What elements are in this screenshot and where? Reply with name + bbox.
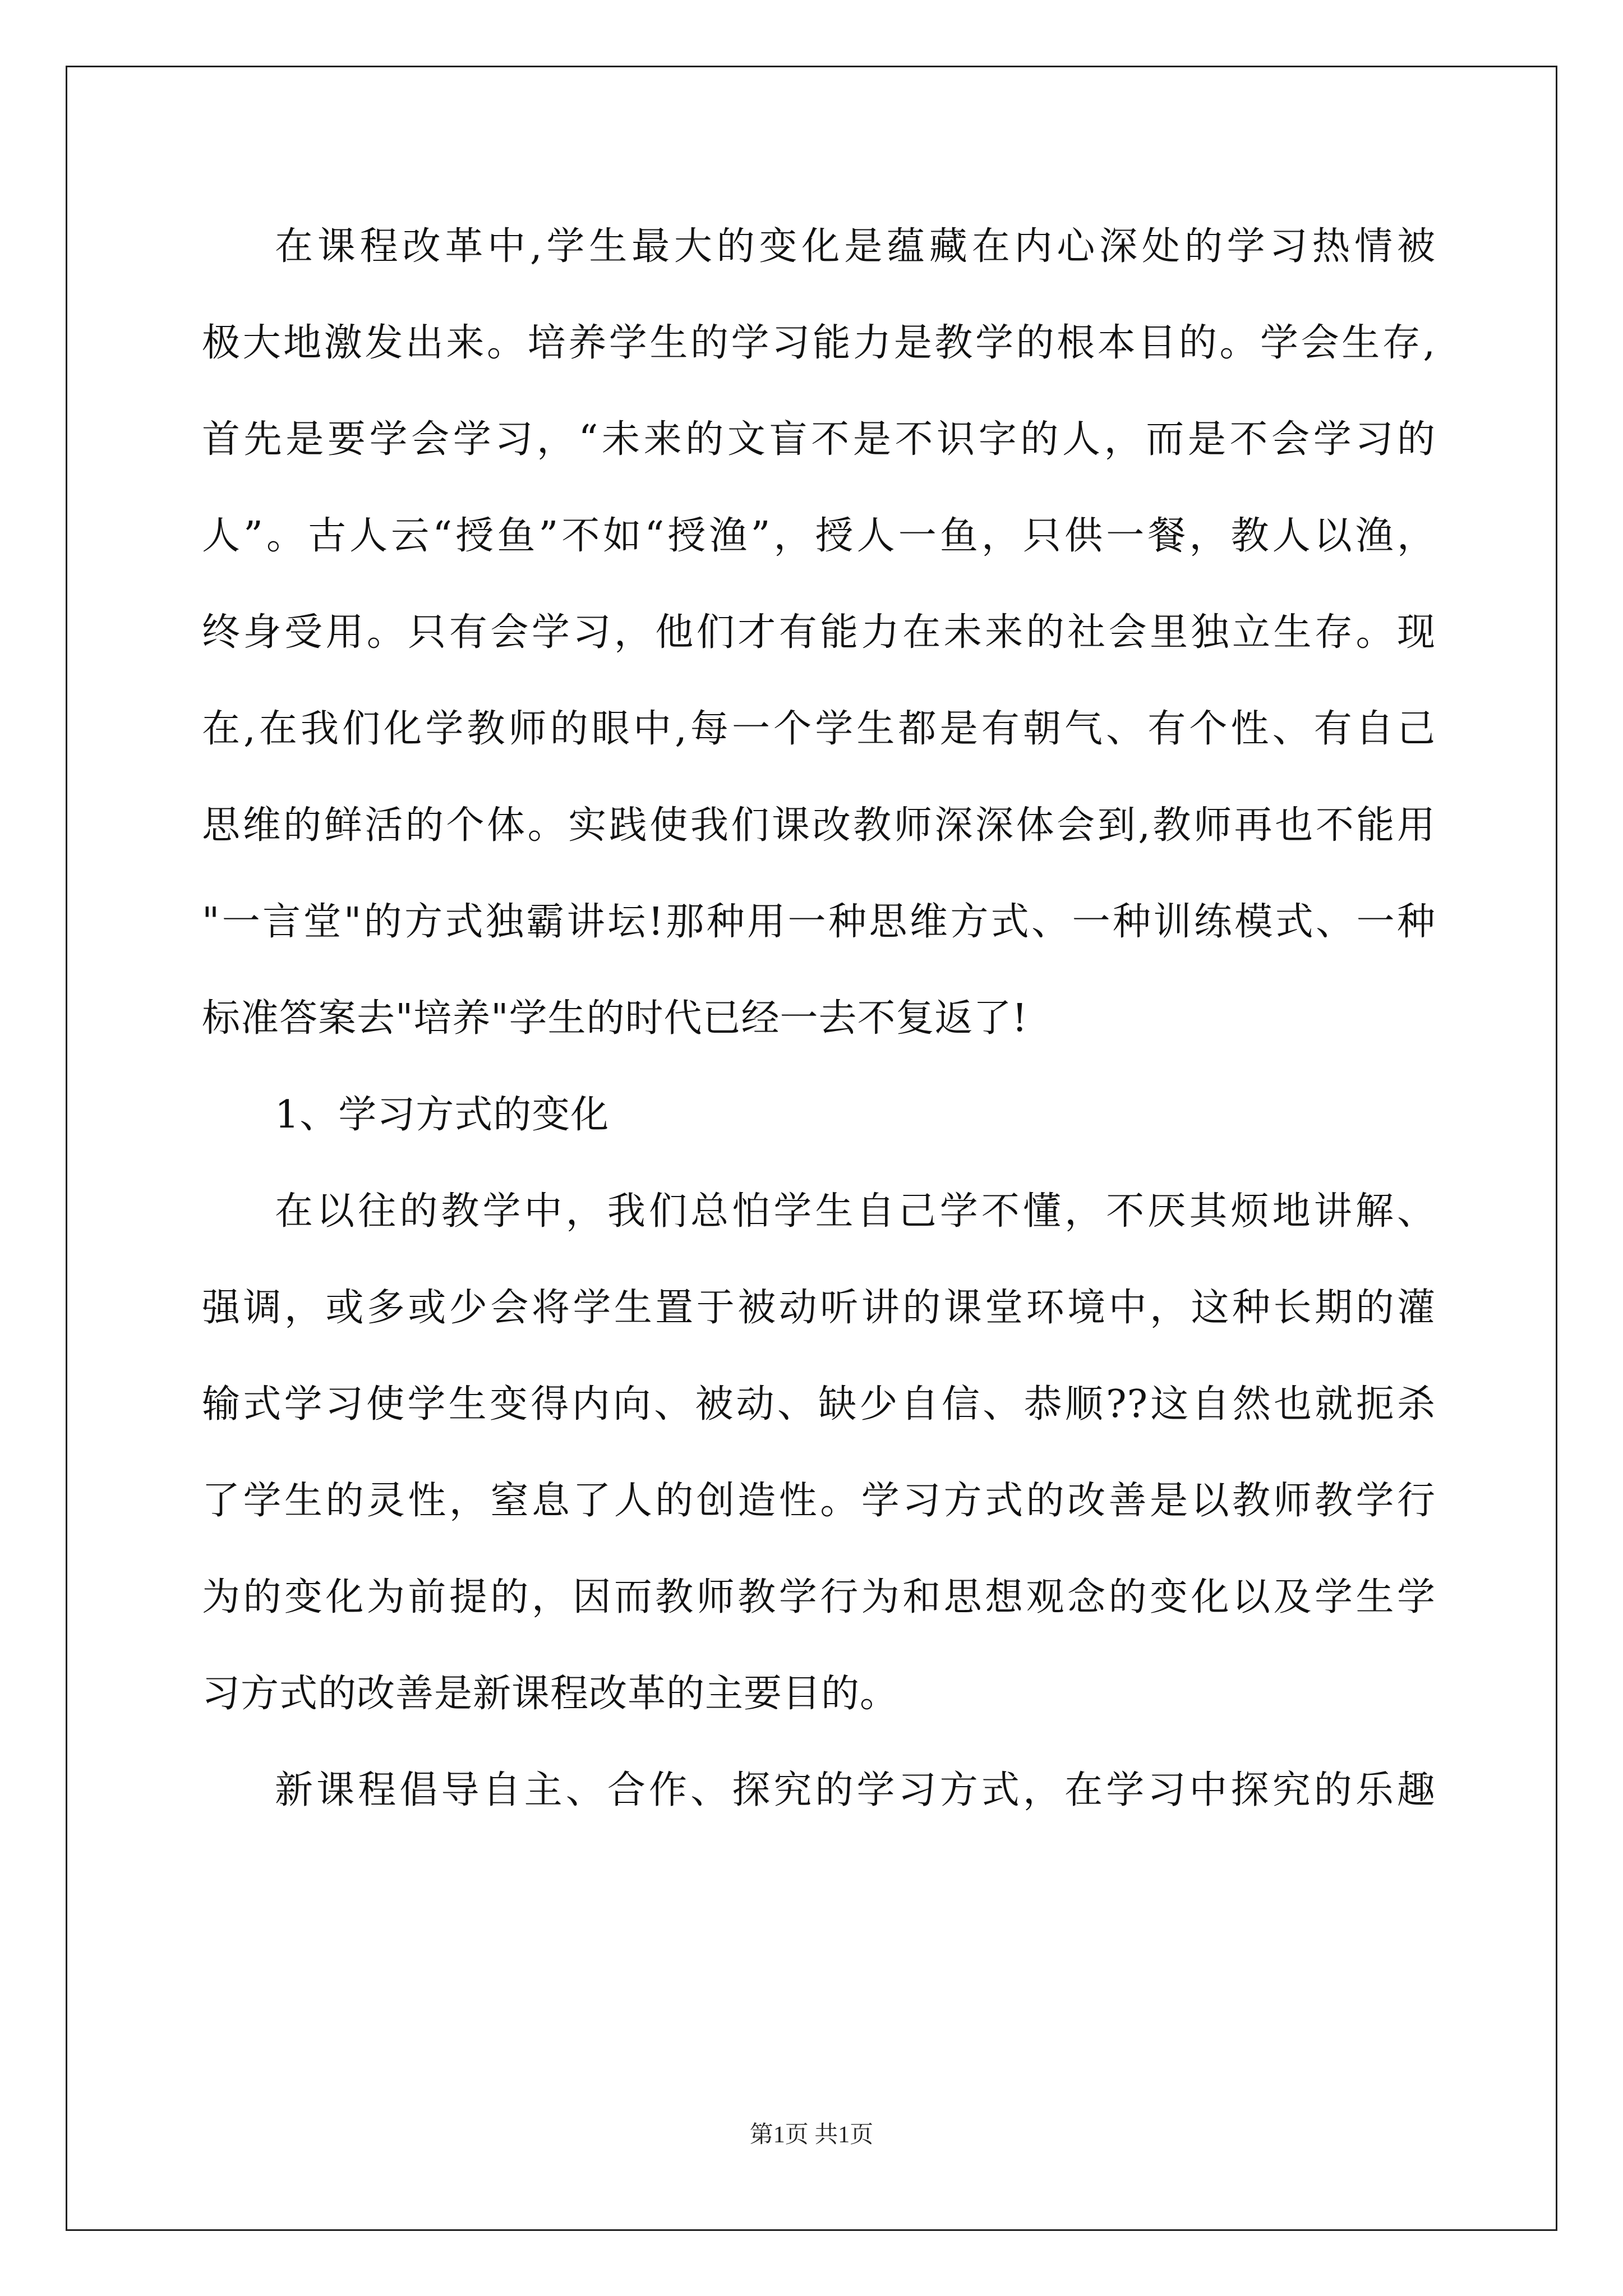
page-number-footer: 第1页 共1页 [749, 2122, 874, 2148]
paragraph-line: 强调，或多或少会将学生置于被动听讲的课堂环境中，这种长期的灌 [202, 1286, 1436, 1330]
page-border [66, 66, 1557, 2231]
paragraph-line: 输式学习使学生变得内向、被动、缺少自信、恭顺??这自然也就扼杀 [202, 1382, 1436, 1427]
paragraph-line: 为的变化为前提的，因而教师教学行为和思想观念的变化以及学生学 [202, 1575, 1436, 1619]
paragraph-line: 新课程倡导自主、合作、探究的学习方式，在学习中探究的乐趣 [275, 1768, 1436, 1812]
section-heading: 1、学习方式的变化 [275, 1093, 610, 1137]
paragraph-line: 在,在我们化学教师的眼中,每一个学生都是有朝气、有个性、有自己 [202, 707, 1436, 751]
paragraph-line: "一言堂"的方式独霸讲坛!那种用一种思维方式、一种训练模式、一种 [202, 900, 1436, 944]
paragraph-line: 标准答案去"培养"学生的时代已经一去不复返了! [202, 996, 1028, 1041]
paragraph-line: 在以往的教学中，我们总怕学生自己学不懂，不厌其烦地讲解、 [275, 1189, 1436, 1234]
paragraph-line: 首先是要学会学习，“未来的文盲不是不识字的人，而是不会学习的 [202, 417, 1436, 462]
paragraph-line: 了学生的灵性，窒息了人的创造性。学习方式的改善是以教师教学行 [202, 1479, 1436, 1523]
paragraph-line: 习方式的改善是新课程改革的主要目的。 [202, 1672, 899, 1716]
paragraph-line: 在课程改革中,学生最大的变化是蕴藏在内心深处的学习热情被 [275, 224, 1436, 269]
paragraph-line: 人”。古人云“授鱼”不如“授渔”，授人一鱼，只供一餐，教人以渔， [202, 514, 1436, 558]
paragraph-line: 终身受用。只有会学习，他们才有能力在未来的社会里独立生存。现 [202, 610, 1436, 655]
paragraph-line: 极大地激发出来。培养学生的学习能力是教学的根本目的。学会生存, [202, 321, 1436, 365]
paragraph-line: 思维的鲜活的个体。实践使我们课改教师深深体会到,教师再也不能用 [202, 803, 1436, 848]
